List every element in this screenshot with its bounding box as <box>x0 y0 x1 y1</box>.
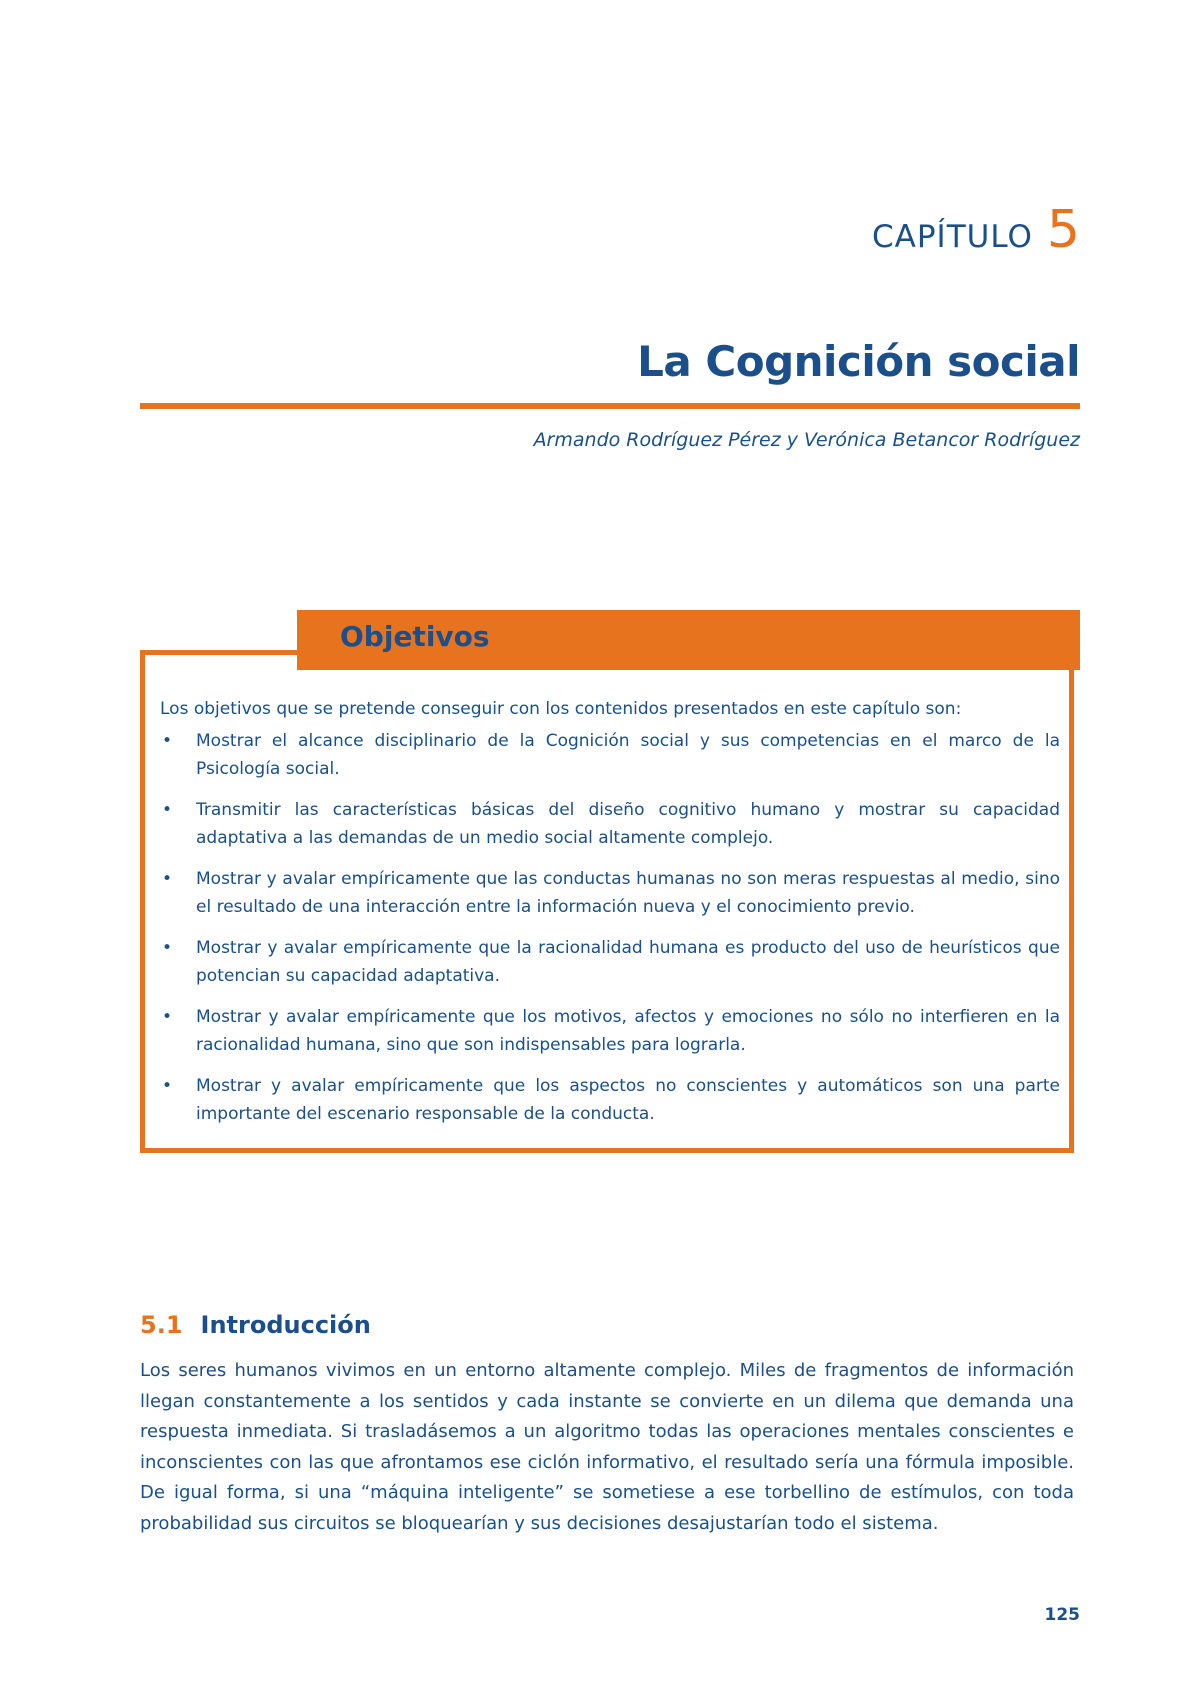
section-number: 5.1 <box>140 1311 183 1339</box>
section-title: Introducción <box>200 1311 371 1339</box>
chapter-authors: Armando Rodríguez Pérez y Verónica Betancor Rodríguez <box>533 429 1080 451</box>
bullet-icon: • <box>162 869 173 889</box>
bullet-icon: • <box>162 1076 173 1096</box>
objective-item <box>160 865 1060 921</box>
bullet-icon: • <box>162 800 173 820</box>
objective-text: Mostrar y avalar empíricamente que los aspectos no conscientes y automáticos son una parte importante del escenario responsable de la conducta. <box>196 1076 1060 1124</box>
intro-paragraph: Los seres humanos vivimos en un entorno altamente complejo. Miles de fragmentos de información llegan constantemente a los sentidos y cada instante se convierte en un dilema que demanda una respuesta inmediata. Si trasladásemos a un algoritmo todas las operaciones mentales conscientes e inconscientes con las que afrontamos ese ciclón informativo, el resultado sería una fórmula imposible. De igual forma, si una “máquina inteligente” se sometiese a ese torbellino de estímulos, con toda probabilidad sus circuitos se bloquearían y sus decisiones desajustarían todo el sistema. <box>140 1360 1074 1534</box>
page-number: 125 <box>1044 1605 1080 1625</box>
objective-text: Transmitir las características básicas del diseño cognitivo humano y mostrar su capacidad adaptativa a las demandas de un medio social altamente complejo. <box>196 800 1060 848</box>
objectives-box-top-border <box>140 650 297 655</box>
chapter-title: La Cognición social <box>637 337 1080 386</box>
title-divider <box>140 403 1080 409</box>
objective-text: Mostrar el alcance disciplinario de la Cognición social y sus competencias en el marco de la Psicología social. <box>196 731 1060 779</box>
chapter-number: 5 <box>1046 200 1080 260</box>
chapter-label <box>872 200 1080 260</box>
objective-item <box>160 934 1060 990</box>
objective-item <box>160 727 1060 783</box>
objective-text: Mostrar y avalar empíricamente que la racionalidad humana es producto del uso de heurísticos que potencian su capacidad adaptativa. <box>196 938 1060 986</box>
objectives-list <box>160 727 1060 1141</box>
objective-item <box>160 1003 1060 1059</box>
objective-text: Mostrar y avalar empíricamente que las conductas humanas no son meras respuestas al medio, sino el resultado de una interacción entre la información nueva y el conocimiento previo. <box>196 869 1060 917</box>
objective-item <box>160 796 1060 852</box>
objective-item <box>160 1072 1060 1128</box>
chapter-word: CAPÍTULO <box>872 219 1033 255</box>
bullet-icon: • <box>162 1007 173 1027</box>
objectives-intro: Los objetivos que se pretende conseguir con los contenidos presentados en este capítulo son: <box>160 699 962 719</box>
bullet-icon: • <box>162 731 173 751</box>
section-heading <box>140 1311 371 1339</box>
bullet-icon: • <box>162 938 173 958</box>
objectives-title: Objetivos <box>340 620 490 653</box>
objective-text: Mostrar y avalar empíricamente que los motivos, afectos y emociones no sólo no interfieren en la racionalidad humana, sino que son indispensables para lograrla. <box>196 1007 1060 1055</box>
